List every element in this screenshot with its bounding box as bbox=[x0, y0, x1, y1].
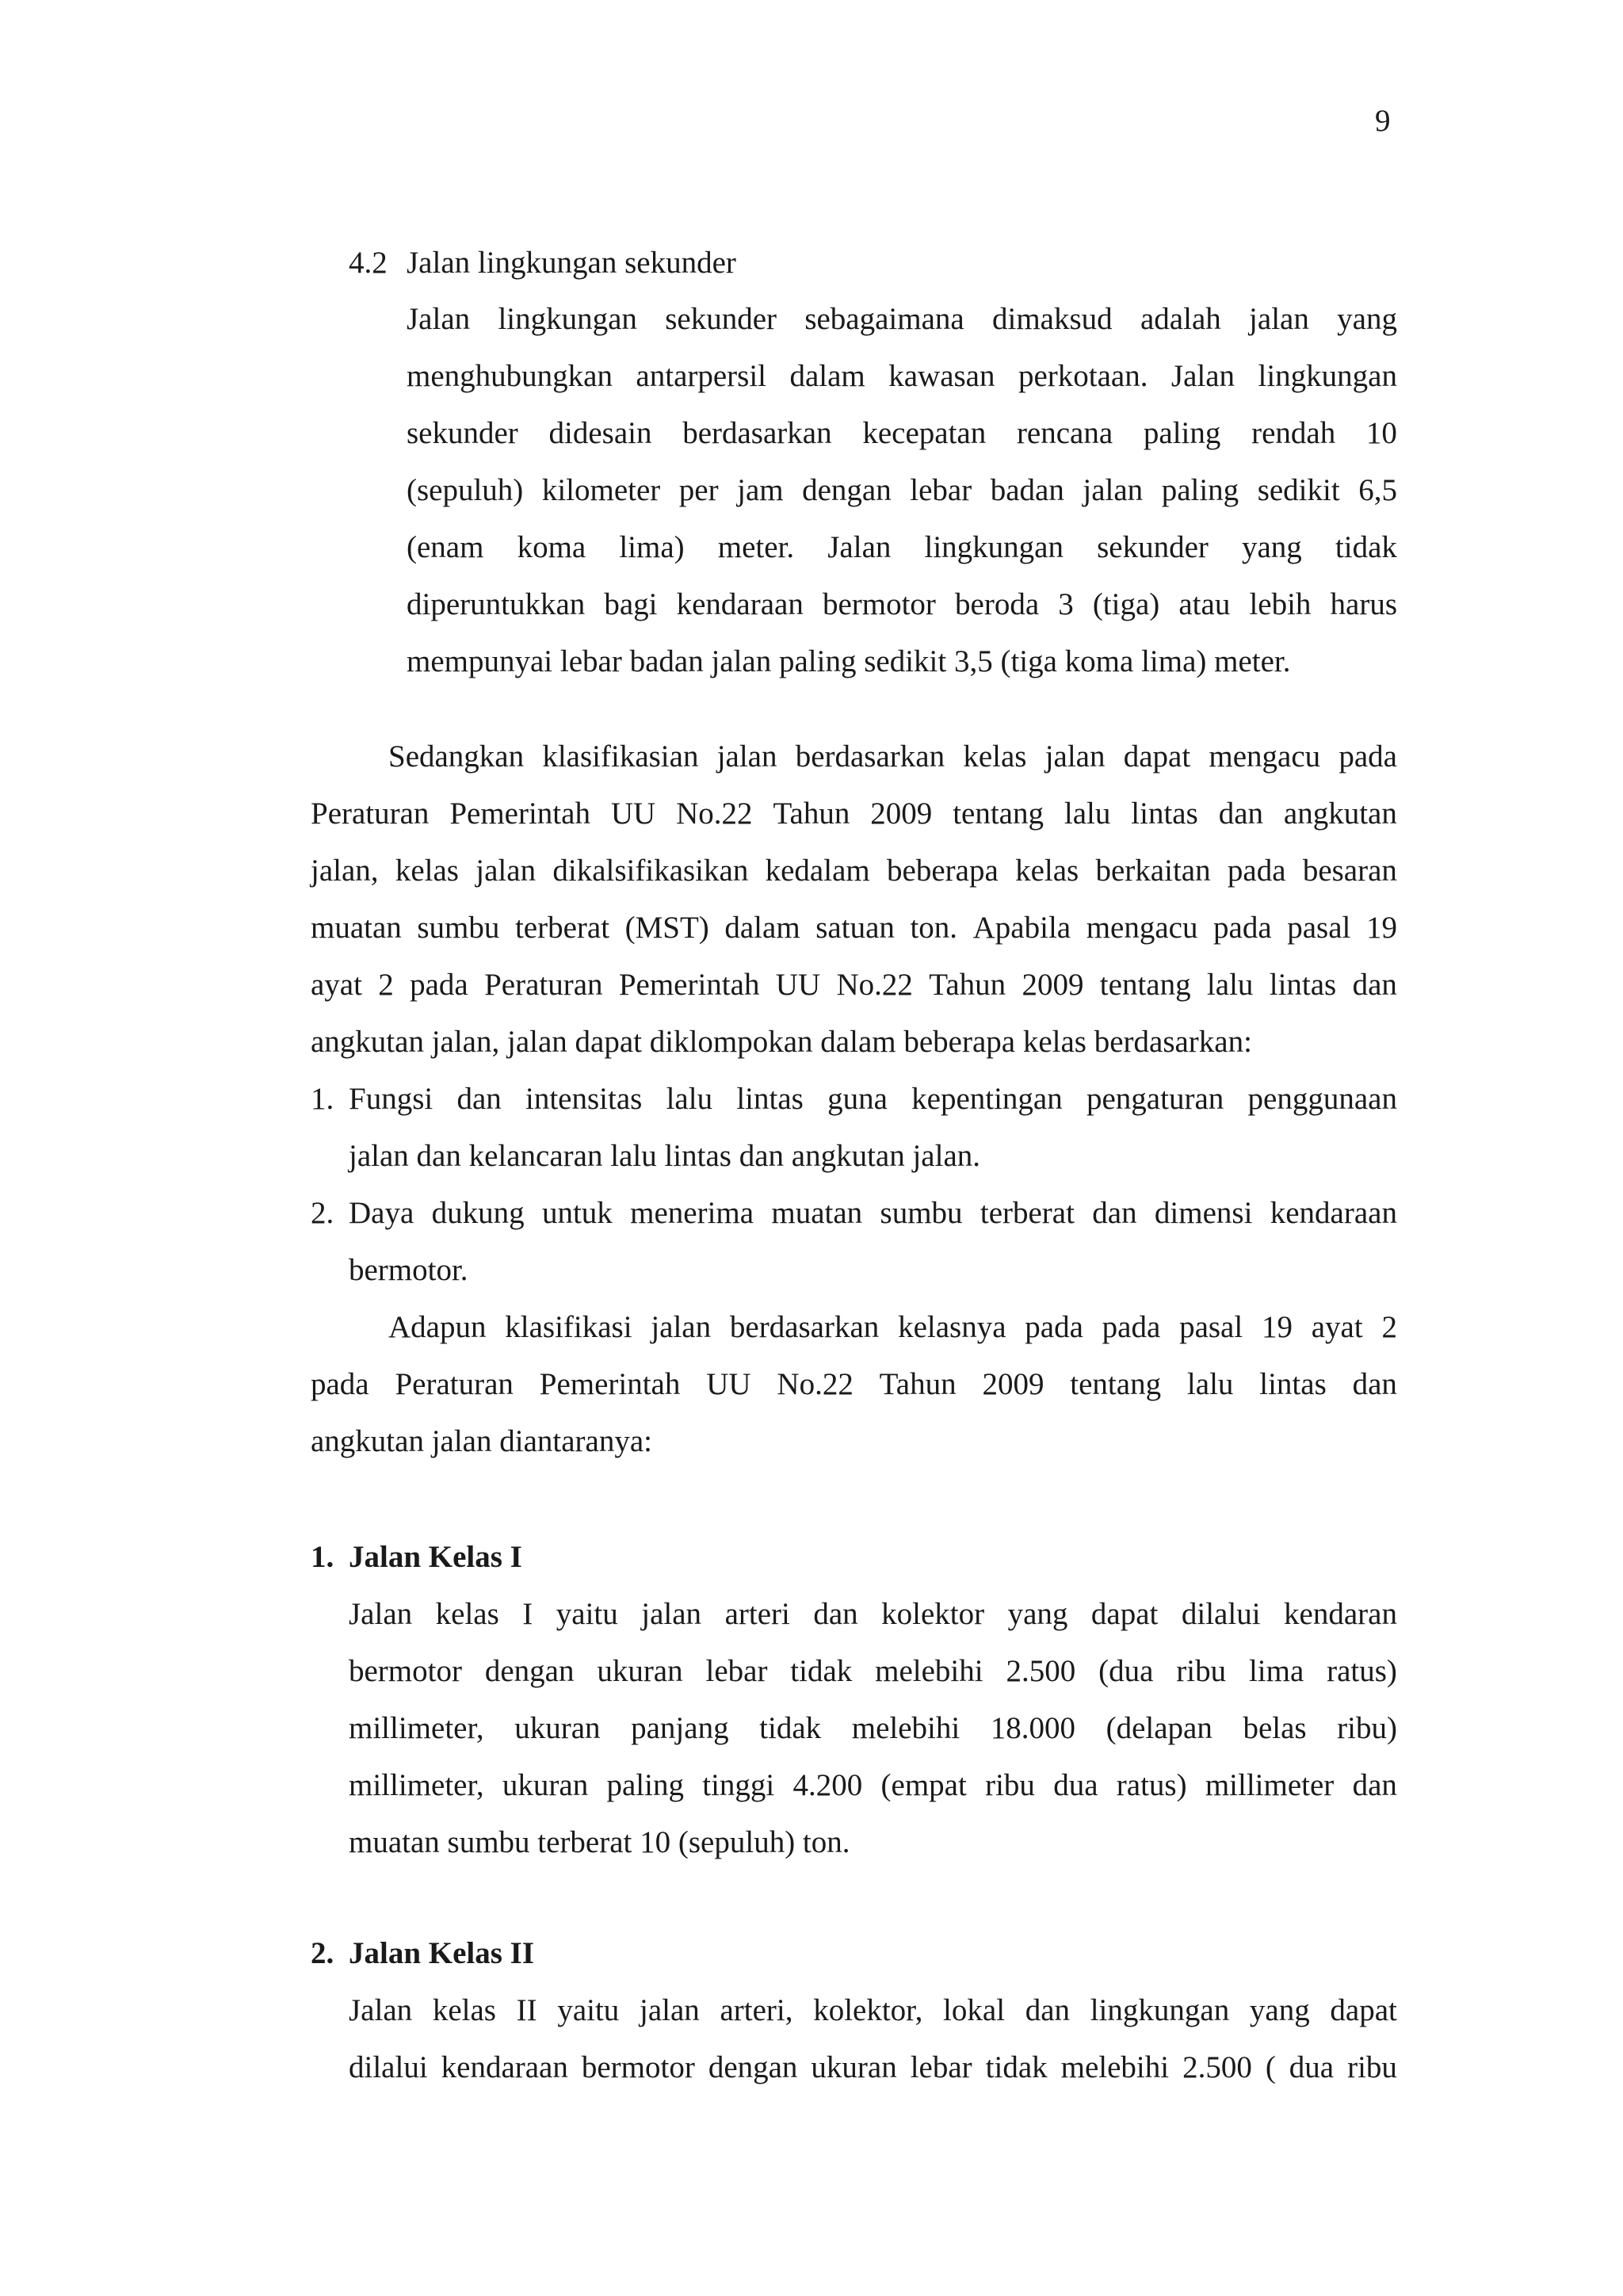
list-marker: 1. bbox=[311, 1082, 334, 1116]
word: dimensi bbox=[1154, 1196, 1253, 1230]
word: dalam bbox=[724, 911, 800, 945]
word: penggunaan bbox=[1247, 1082, 1397, 1116]
word: pasal bbox=[1287, 911, 1351, 945]
word: ukuran bbox=[502, 1768, 589, 1802]
word: Jalan bbox=[349, 1597, 413, 1631]
word: millimeter, bbox=[349, 1711, 484, 1745]
word: beberapa bbox=[887, 854, 999, 888]
word: (delapan bbox=[1106, 1711, 1212, 1745]
word: bagi bbox=[604, 587, 658, 621]
subsection-title: Jalan lingkungan sekunder bbox=[407, 246, 736, 280]
word: bermotor bbox=[349, 1654, 462, 1688]
word: dukung bbox=[431, 1196, 525, 1230]
word: 6,5 bbox=[1358, 473, 1397, 507]
word: (enam bbox=[407, 530, 484, 564]
paragraph-line bbox=[311, 908, 1397, 948]
word: ukuran bbox=[597, 1654, 683, 1688]
word: perkotaan. bbox=[1018, 359, 1148, 393]
word: muatan bbox=[311, 911, 402, 945]
word: 19 bbox=[1261, 1310, 1293, 1344]
word: Peraturan bbox=[484, 968, 603, 1002]
list-item-line bbox=[349, 1194, 1397, 1233]
word: Peraturan bbox=[395, 1367, 514, 1401]
word: tinggi bbox=[702, 1768, 775, 1802]
word: lebar bbox=[910, 2050, 972, 2084]
word: lalu bbox=[1186, 1367, 1234, 1401]
word: tentang bbox=[1099, 968, 1191, 1002]
word: tidak bbox=[759, 1711, 822, 1745]
word: 4.200 bbox=[792, 1768, 863, 1802]
word: sedikit bbox=[1257, 473, 1340, 507]
word: No.22 bbox=[676, 797, 753, 831]
word: ayat bbox=[1311, 1310, 1363, 1344]
word: ratus) bbox=[1327, 1654, 1397, 1688]
word: meter. bbox=[717, 530, 795, 564]
section-line bbox=[349, 2048, 1397, 2088]
word: lintas bbox=[1131, 797, 1198, 831]
word: Pemerintah bbox=[449, 797, 590, 831]
word: (sepuluh) bbox=[407, 473, 524, 507]
word: lingkungan bbox=[1090, 1993, 1230, 2027]
word: dua bbox=[1053, 1768, 1098, 1802]
word: paling bbox=[1161, 473, 1239, 507]
word: untuk bbox=[541, 1196, 613, 1230]
word: yang bbox=[1242, 530, 1302, 564]
paragraph-line bbox=[388, 1308, 1397, 1347]
word: Daya bbox=[349, 1196, 414, 1230]
section-line: muatan sumbu terberat 10 (sepuluh) ton. bbox=[349, 1825, 850, 1859]
subsection-line bbox=[407, 414, 1397, 453]
word: diperuntukkan bbox=[407, 587, 586, 621]
word: koma bbox=[517, 530, 586, 564]
heading-marker: 1. bbox=[311, 1540, 334, 1574]
word: kilometer bbox=[541, 473, 661, 507]
word: Jalan bbox=[349, 1993, 413, 2027]
section-line bbox=[349, 1766, 1397, 1805]
word: guna bbox=[827, 1082, 888, 1116]
word: sumbu bbox=[417, 911, 500, 945]
word: ribu bbox=[1347, 2050, 1397, 2084]
word: lebih bbox=[1249, 587, 1312, 621]
word: kepentingan bbox=[911, 1082, 1063, 1116]
word: lebar bbox=[910, 473, 972, 507]
paragraph-line bbox=[311, 1365, 1397, 1404]
subsection-line: mempunyai lebar badan jalan paling sedikit 3,5 (tiga koma lima) meter. bbox=[407, 644, 1291, 678]
word: dan bbox=[1352, 968, 1397, 1002]
word: dan bbox=[456, 1082, 502, 1116]
word: paling bbox=[606, 1768, 684, 1802]
word: UU bbox=[775, 968, 821, 1002]
word: kecepatan bbox=[862, 416, 987, 450]
word: jalan bbox=[641, 1597, 702, 1631]
list-item-line bbox=[349, 1079, 1397, 1119]
subsection-line bbox=[407, 585, 1397, 625]
word: ratus) bbox=[1116, 1768, 1187, 1802]
paragraph-line bbox=[311, 794, 1397, 834]
paragraph-line bbox=[311, 965, 1397, 1005]
word: yaitu bbox=[556, 1597, 618, 1631]
word: kendaraan bbox=[1270, 1196, 1397, 1230]
word: dapat bbox=[1330, 1993, 1397, 2027]
word: 10 bbox=[1365, 416, 1397, 450]
word: bermotor bbox=[822, 587, 936, 621]
word: yang bbox=[1337, 302, 1397, 336]
word: angkutan bbox=[1283, 797, 1397, 831]
word: lingkungan bbox=[924, 530, 1064, 564]
list-item-line: bermotor. bbox=[349, 1253, 468, 1287]
word: Tahun bbox=[879, 1367, 957, 1401]
list-marker: 2. bbox=[311, 1196, 334, 1230]
word: berdasarkan bbox=[682, 416, 832, 450]
word: muatan bbox=[771, 1196, 863, 1230]
word: terberat bbox=[980, 1196, 1075, 1230]
section-line bbox=[349, 1652, 1397, 1691]
word: satuan bbox=[815, 911, 895, 945]
word: tidak bbox=[1335, 530, 1397, 564]
word: jalan, bbox=[311, 854, 379, 888]
word: kelas bbox=[1015, 854, 1079, 888]
word: tentang bbox=[953, 797, 1044, 831]
word: menghubungkan bbox=[407, 359, 613, 393]
subsection-line bbox=[407, 300, 1397, 339]
word: dapat bbox=[1090, 1597, 1159, 1631]
word: kelas bbox=[432, 1993, 496, 2027]
word: lalu bbox=[666, 1082, 713, 1116]
word: sekunder bbox=[407, 416, 518, 450]
word: melebihi bbox=[1060, 2050, 1170, 2084]
word: ton. bbox=[910, 911, 958, 945]
word: sekunder bbox=[1097, 530, 1209, 564]
word: tidak bbox=[790, 1654, 853, 1688]
word: Jalan bbox=[407, 302, 471, 336]
heading-marker: 2. bbox=[311, 1936, 334, 1970]
word: arteri bbox=[724, 1597, 790, 1631]
word: 2009 bbox=[982, 1367, 1044, 1401]
word: Tahun bbox=[773, 797, 850, 831]
word: yang bbox=[1007, 1597, 1068, 1631]
word: Jalan bbox=[1170, 359, 1235, 393]
word: panjang bbox=[631, 1711, 729, 1745]
word: lintas bbox=[1269, 968, 1337, 1002]
word: lingkungan bbox=[1258, 359, 1397, 393]
word: lintas bbox=[1259, 1367, 1327, 1401]
word: dua bbox=[1289, 2050, 1335, 2084]
section-line bbox=[349, 1709, 1397, 1748]
word: berdasarkan bbox=[729, 1310, 880, 1344]
word: intensitas bbox=[525, 1082, 643, 1116]
word: terberat bbox=[514, 911, 610, 945]
subsection-line bbox=[407, 471, 1397, 510]
word: dan bbox=[813, 1597, 858, 1631]
word: pada bbox=[410, 968, 468, 1002]
word: pada bbox=[311, 1367, 369, 1401]
word: 2.500 bbox=[1006, 1654, 1076, 1688]
word: dilalui bbox=[1181, 1597, 1261, 1631]
subsection-number: 4.2 bbox=[349, 246, 388, 280]
word: ukuran bbox=[811, 2050, 897, 2084]
word: lingkungan bbox=[498, 302, 637, 336]
word: sekunder bbox=[665, 302, 777, 336]
word: rendah bbox=[1251, 416, 1336, 450]
word: berkaitan bbox=[1095, 854, 1211, 888]
word: 3 bbox=[1058, 587, 1074, 621]
word: jam bbox=[737, 473, 784, 507]
word: 2 bbox=[1381, 1310, 1397, 1344]
word: pengaturan bbox=[1086, 1082, 1224, 1116]
word: (tiga) bbox=[1092, 587, 1160, 621]
word: ukuran bbox=[514, 1711, 601, 1745]
word: kelas bbox=[963, 739, 1027, 774]
word: No.22 bbox=[836, 968, 913, 1002]
word: dimaksud bbox=[992, 302, 1113, 336]
word: adalah bbox=[1140, 302, 1221, 336]
word: jalan bbox=[1083, 473, 1144, 507]
word: Adapun bbox=[388, 1310, 487, 1344]
word: dikalsifikasikan bbox=[552, 854, 749, 888]
word: kedalam bbox=[765, 854, 870, 888]
word: UU bbox=[706, 1367, 751, 1401]
word: lintas bbox=[736, 1082, 804, 1116]
word: 2009 bbox=[870, 797, 933, 831]
word: klasifikasi bbox=[505, 1310, 632, 1344]
word: ayat bbox=[311, 968, 362, 1002]
word: ribu bbox=[985, 1768, 1035, 1802]
word: (MST) bbox=[624, 911, 709, 945]
list-item-line: jalan dan kelancaran lalu lintas dan angkutan jalan. bbox=[349, 1139, 981, 1173]
word: I bbox=[522, 1597, 533, 1631]
word: lebar bbox=[705, 1654, 768, 1688]
word: jalan bbox=[651, 1310, 712, 1344]
word: lokal bbox=[943, 1993, 1006, 2027]
word: harus bbox=[1330, 587, 1397, 621]
word: lalu bbox=[1206, 968, 1254, 1002]
word: ( bbox=[1265, 2050, 1276, 2084]
word: ribu bbox=[1176, 1654, 1227, 1688]
word: lima) bbox=[619, 530, 685, 564]
word: tidak bbox=[985, 2050, 1048, 2084]
section-line bbox=[349, 1991, 1397, 2030]
word: melebihi bbox=[875, 1654, 983, 1688]
word: Fungsi bbox=[349, 1082, 433, 1116]
section-line bbox=[349, 1595, 1397, 1634]
section-heading: Jalan Kelas II bbox=[349, 1936, 535, 1970]
paragraph-line bbox=[388, 737, 1397, 777]
word: besaran bbox=[1302, 854, 1397, 888]
word: ribu) bbox=[1337, 1711, 1397, 1745]
word: dan bbox=[1352, 1367, 1397, 1401]
word: kendaraan bbox=[441, 2050, 568, 2084]
subsection-line bbox=[407, 528, 1397, 567]
word: badan bbox=[990, 473, 1064, 507]
word: dilalui bbox=[349, 2050, 428, 2084]
word: pada bbox=[1338, 739, 1397, 774]
word: UU bbox=[610, 797, 656, 831]
word: dalam bbox=[789, 359, 865, 393]
word: jalan bbox=[716, 739, 777, 774]
word: rencana bbox=[1016, 416, 1113, 450]
word: mengacu bbox=[1209, 739, 1321, 774]
page-number: 9 bbox=[1375, 104, 1391, 138]
word: dan bbox=[1352, 1768, 1397, 1802]
word: antarpersil bbox=[636, 359, 767, 393]
word: jalan bbox=[1044, 739, 1106, 774]
word: jalan bbox=[475, 854, 537, 888]
word: tentang bbox=[1070, 1367, 1162, 1401]
word: kelas bbox=[395, 854, 459, 888]
word: No.22 bbox=[777, 1367, 854, 1401]
word: yaitu bbox=[557, 1993, 620, 2027]
word: jalan bbox=[1249, 302, 1309, 336]
word: Sedangkan bbox=[388, 739, 525, 774]
paragraph-line bbox=[311, 851, 1397, 891]
word: berdasarkan bbox=[795, 739, 945, 774]
word: beroda bbox=[955, 587, 1040, 621]
word: paling bbox=[1143, 416, 1221, 450]
word: bermotor bbox=[581, 2050, 695, 2084]
word: Pemerintah bbox=[539, 1367, 681, 1401]
word: millimeter, bbox=[349, 1768, 484, 1802]
word: Pemerintah bbox=[618, 968, 760, 1002]
word: pada bbox=[1227, 854, 1286, 888]
word: 2.500 bbox=[1182, 2050, 1252, 2084]
word: sumbu bbox=[880, 1196, 963, 1230]
word: Peraturan bbox=[311, 797, 430, 831]
word: pada bbox=[1025, 1310, 1083, 1344]
word: dengan bbox=[802, 473, 892, 507]
word: sebagaimana bbox=[804, 302, 964, 336]
word: kolektor bbox=[881, 1597, 985, 1631]
word: millimeter bbox=[1205, 1768, 1335, 1802]
paragraph-line: angkutan jalan, jalan dapat diklompokan dalam beberapa kelas berdasarkan: bbox=[311, 1025, 1252, 1059]
word: lalu bbox=[1064, 797, 1111, 831]
word: kolektor, bbox=[813, 1993, 923, 2027]
word: kelasnya bbox=[898, 1310, 1006, 1344]
word: 18.000 bbox=[990, 1711, 1076, 1745]
word: didesain bbox=[548, 416, 652, 450]
word: dan bbox=[1218, 797, 1263, 831]
word: dan bbox=[1025, 1993, 1071, 2027]
word: klasifikasian bbox=[542, 739, 699, 774]
word: dan bbox=[1092, 1196, 1137, 1230]
word: II bbox=[516, 1993, 537, 2027]
word: dengan bbox=[708, 2050, 798, 2084]
word: (empat bbox=[880, 1768, 967, 1802]
word: Tahun bbox=[929, 968, 1006, 1002]
section-heading: Jalan Kelas I bbox=[349, 1540, 522, 1574]
word: pasal bbox=[1179, 1310, 1243, 1344]
subsection-line bbox=[407, 357, 1397, 396]
word: per bbox=[678, 473, 719, 507]
word: belas bbox=[1243, 1711, 1307, 1745]
word: pada bbox=[1213, 911, 1272, 945]
word: 2 bbox=[378, 968, 394, 1002]
word: menerima bbox=[630, 1196, 754, 1230]
word: jalan bbox=[640, 1993, 700, 2027]
word: kelas bbox=[435, 1597, 499, 1631]
word: kendaran bbox=[1284, 1597, 1397, 1631]
word: mengacu bbox=[1086, 911, 1198, 945]
word: pada bbox=[1102, 1310, 1161, 1344]
word: lima bbox=[1248, 1654, 1304, 1688]
word: dengan bbox=[484, 1654, 575, 1688]
word: 2009 bbox=[1022, 968, 1084, 1002]
word: atau bbox=[1178, 587, 1231, 621]
word: 19 bbox=[1365, 911, 1397, 945]
word: arteri, bbox=[720, 1993, 793, 2027]
word: Apabila bbox=[972, 911, 1071, 945]
word: Jalan bbox=[827, 530, 892, 564]
word: (dua bbox=[1098, 1654, 1154, 1688]
word: dapat bbox=[1123, 739, 1191, 774]
word: melebihi bbox=[851, 1711, 960, 1745]
word: kawasan bbox=[888, 359, 995, 393]
word: kendaraan bbox=[676, 587, 804, 621]
paragraph-line: angkutan jalan diantaranya: bbox=[311, 1424, 652, 1458]
word: yang bbox=[1249, 1993, 1310, 2027]
